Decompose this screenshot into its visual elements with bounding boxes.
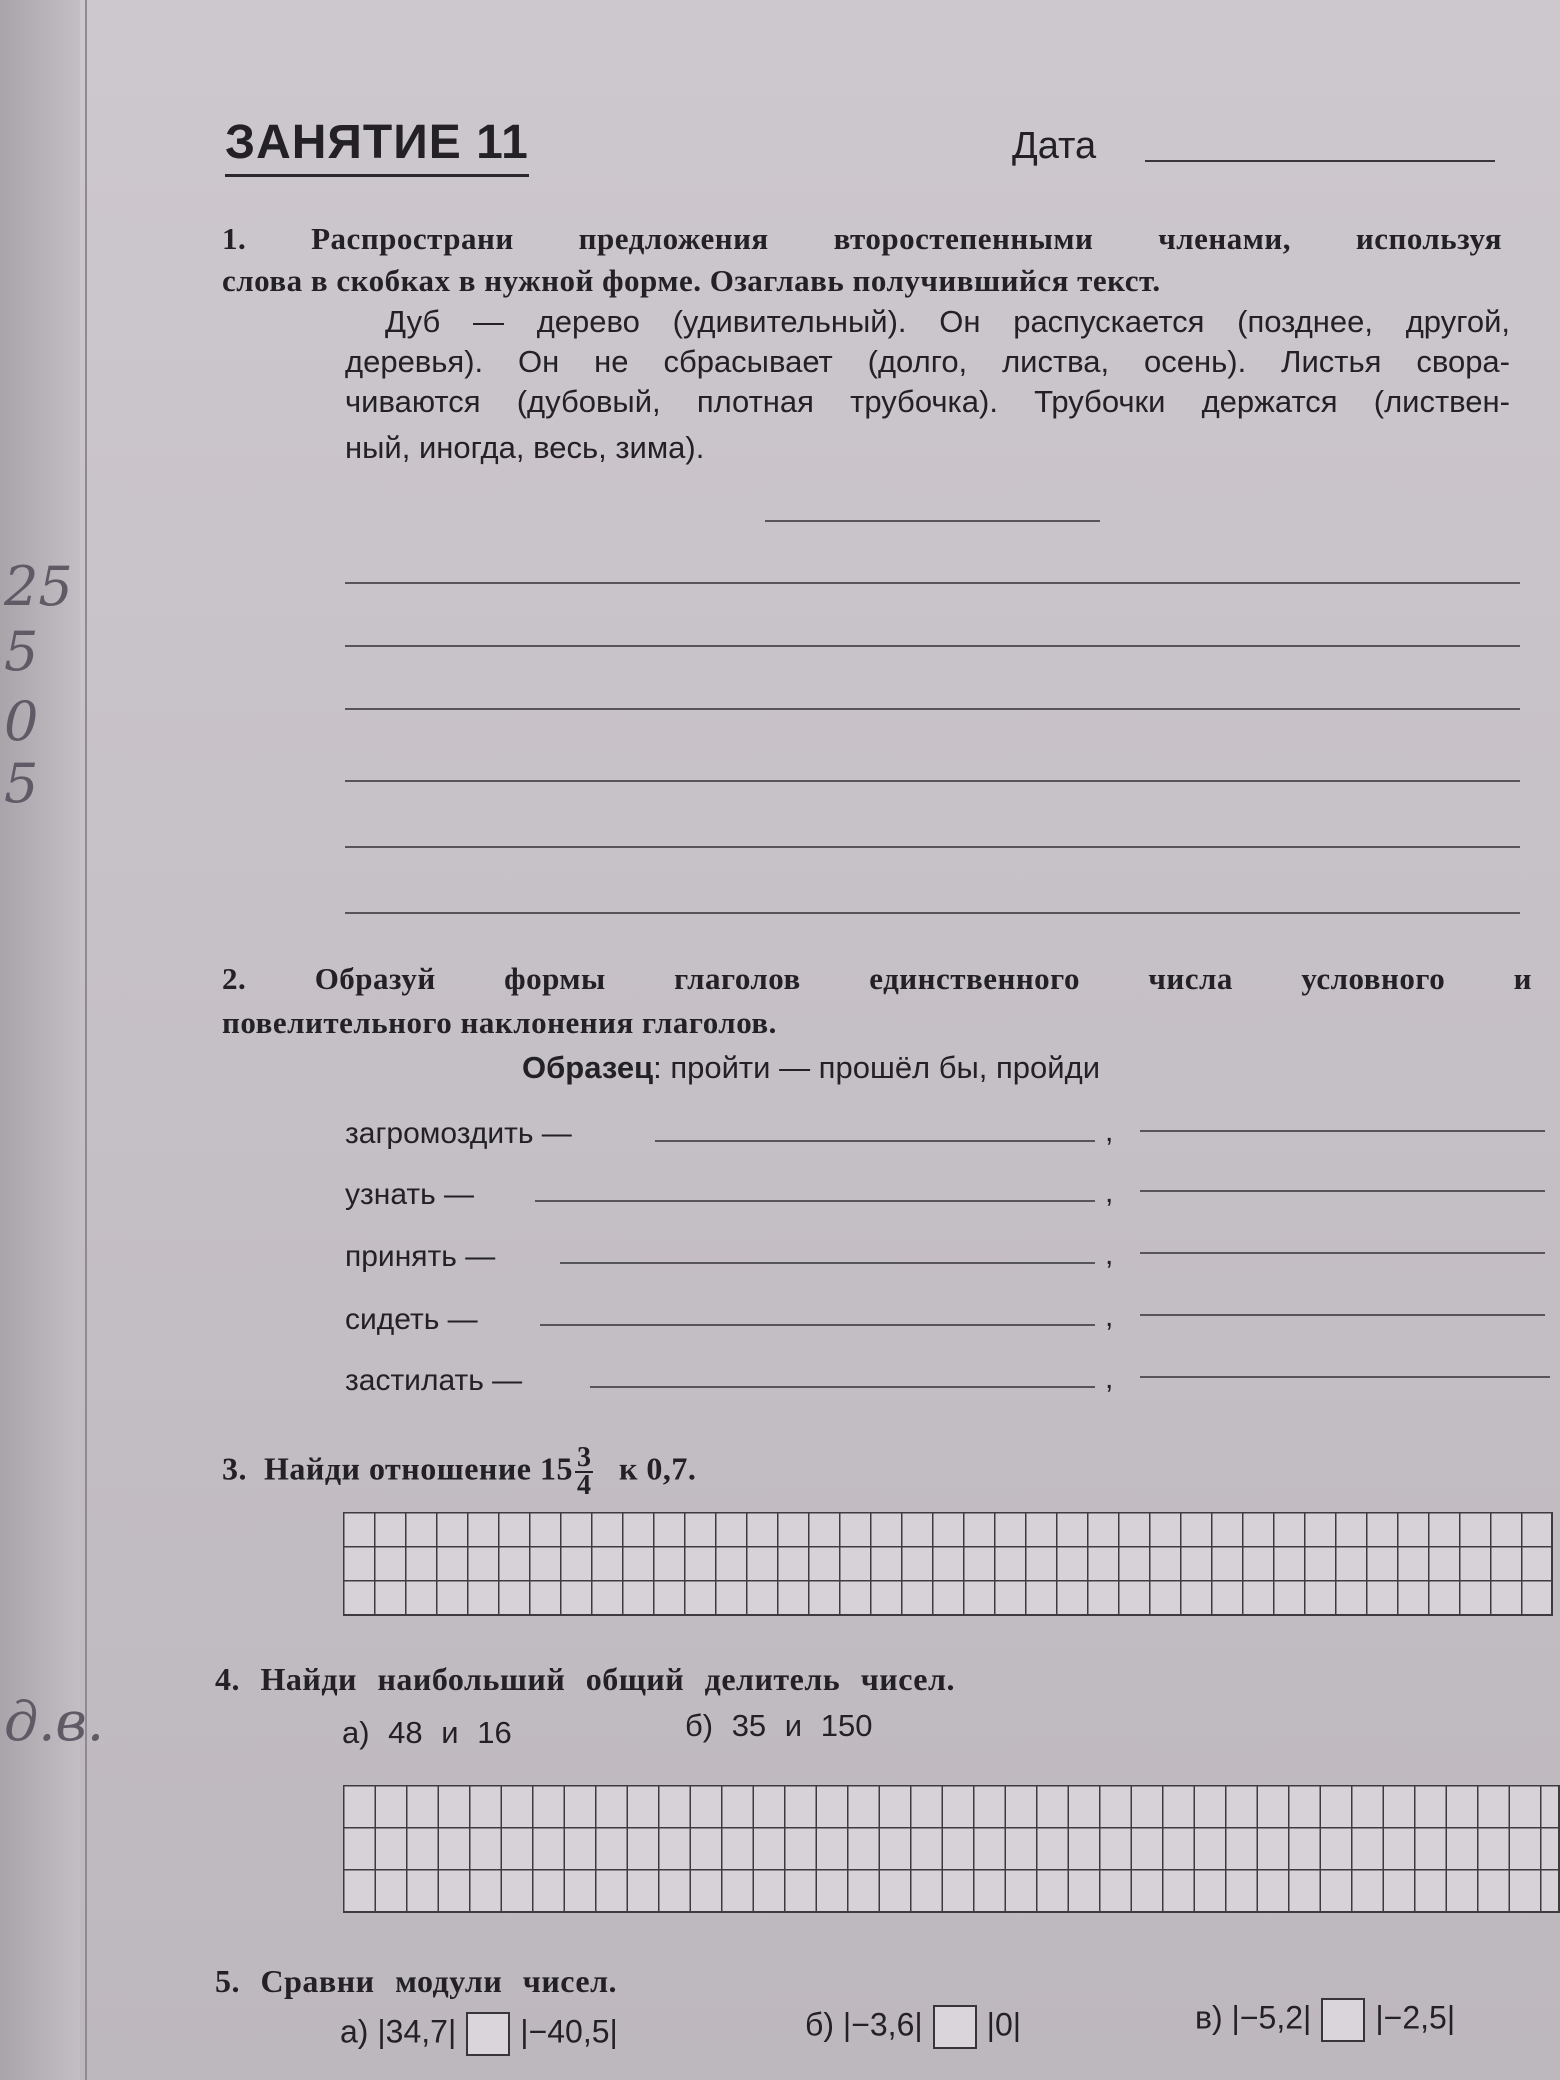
fraction: $\frac{3}{4}$ [576,1442,592,1501]
conditional-answer-line[interactable] [655,1140,1095,1142]
comma: , [1105,1176,1114,1209]
imperative-answer-line[interactable] [1140,1252,1545,1254]
margin-line [85,0,87,2080]
pencil-mark: 0 [4,690,39,753]
task3-answer-grid[interactable] [343,1512,1553,1616]
answer-line[interactable] [345,708,1520,710]
imperative-answer-line[interactable] [1140,1376,1550,1378]
task5-number: 5. [215,1963,240,1999]
sample-label: Образец [522,1050,654,1085]
verb-label: принять — [345,1240,496,1273]
task1-text-line: деревья). Он не сбрасывает (долго, листва, осень). Листья свора- [345,344,1510,379]
conditional-answer-line[interactable] [540,1324,1095,1326]
verb-label: узнать — [345,1178,475,1211]
task1-number: 1. [222,221,247,256]
comma: , [1105,1362,1114,1395]
task5-item-c: в) |−5,2| |−2,5| [1195,1998,1455,2042]
sample-text: : пройти — прошёл бы, пройди [653,1050,1101,1085]
task2-instruction-line1: 2. Образуй формы глаголов единственного числа условного и [222,961,1532,996]
verb-label: застилать — [345,1364,523,1397]
pencil-mark: 5 [4,620,39,683]
comma: , [1105,1115,1114,1148]
verb-label: загромоздить — [345,1117,572,1150]
task5-item-b: б) |−3,6| |0| [805,2005,1021,2049]
imperative-answer-line[interactable] [1140,1190,1545,1192]
task1-instruction-line1: 1. Распространи предложения второстепенными членами, используя [222,221,1503,256]
imperative-answer-line[interactable] [1140,1130,1545,1132]
imperative-answer-line[interactable] [1140,1314,1545,1316]
answer-line[interactable] [345,780,1520,782]
comma: , [1105,1300,1114,1333]
task4-item-b: б) 35 и 150 [685,1708,873,1743]
task1-text-line: чиваются (дубовый, плотная трубочка). Трубочки держатся (листвен- [345,384,1510,419]
task2-number: 2. [222,961,247,996]
verb-label: сидеть — [345,1303,478,1336]
compare-box[interactable] [466,2012,510,2056]
compare-box[interactable] [1321,1998,1365,2042]
answer-line[interactable] [345,582,1520,584]
pencil-mark: д.в. [4,1690,104,1753]
task5-instruction: 5. Сравни модули чисел. [215,1963,618,1999]
conditional-answer-line[interactable] [535,1200,1095,1202]
pencil-mark: 5 [4,752,39,815]
previous-page-edge [0,0,80,2080]
task3-instruction: 3. Найди отношение 15 $\frac{3}{4}$ к 0,7. [222,1442,697,1501]
date-line[interactable] [1145,160,1495,162]
task4-number: 4. [215,1661,240,1697]
conditional-answer-line[interactable] [560,1262,1095,1264]
task2-instruction-line2: повелительного наклонения глаголов. [222,1005,777,1040]
pencil-mark: 25 [4,555,73,618]
task4-answer-grid[interactable] [343,1785,1560,1913]
compare-box[interactable] [933,2005,977,2049]
answer-line[interactable] [345,846,1520,848]
task4-item-a: а) 48 и 16 [342,1715,512,1750]
task2-sample [522,1050,1100,1086]
task1-text-line: ный, иногда, весь, зима). [345,430,705,465]
task1-instruction-line2: слова в скобках в нужной форме. Озаглавь получившийся текст. [222,263,1161,298]
answer-line[interactable] [345,645,1520,647]
task5-item-a: а) |34,7| |−40,5| [340,2012,618,2056]
conditional-answer-line[interactable] [590,1386,1095,1388]
answer-line[interactable] [345,912,1520,914]
date-label: Дата [1012,125,1097,167]
task4-instruction: 4. Найди наибольший общий делитель чисел. [215,1661,955,1697]
task3-number: 3. [222,1450,247,1487]
task1-text-line: Дуб — дерево (удивительный). Он распускается (позднее, другой, [385,304,1510,339]
comma: , [1105,1238,1114,1271]
title-answer-line[interactable] [765,520,1100,522]
lesson-title: ЗАНЯТИЕ 11 [225,115,529,177]
